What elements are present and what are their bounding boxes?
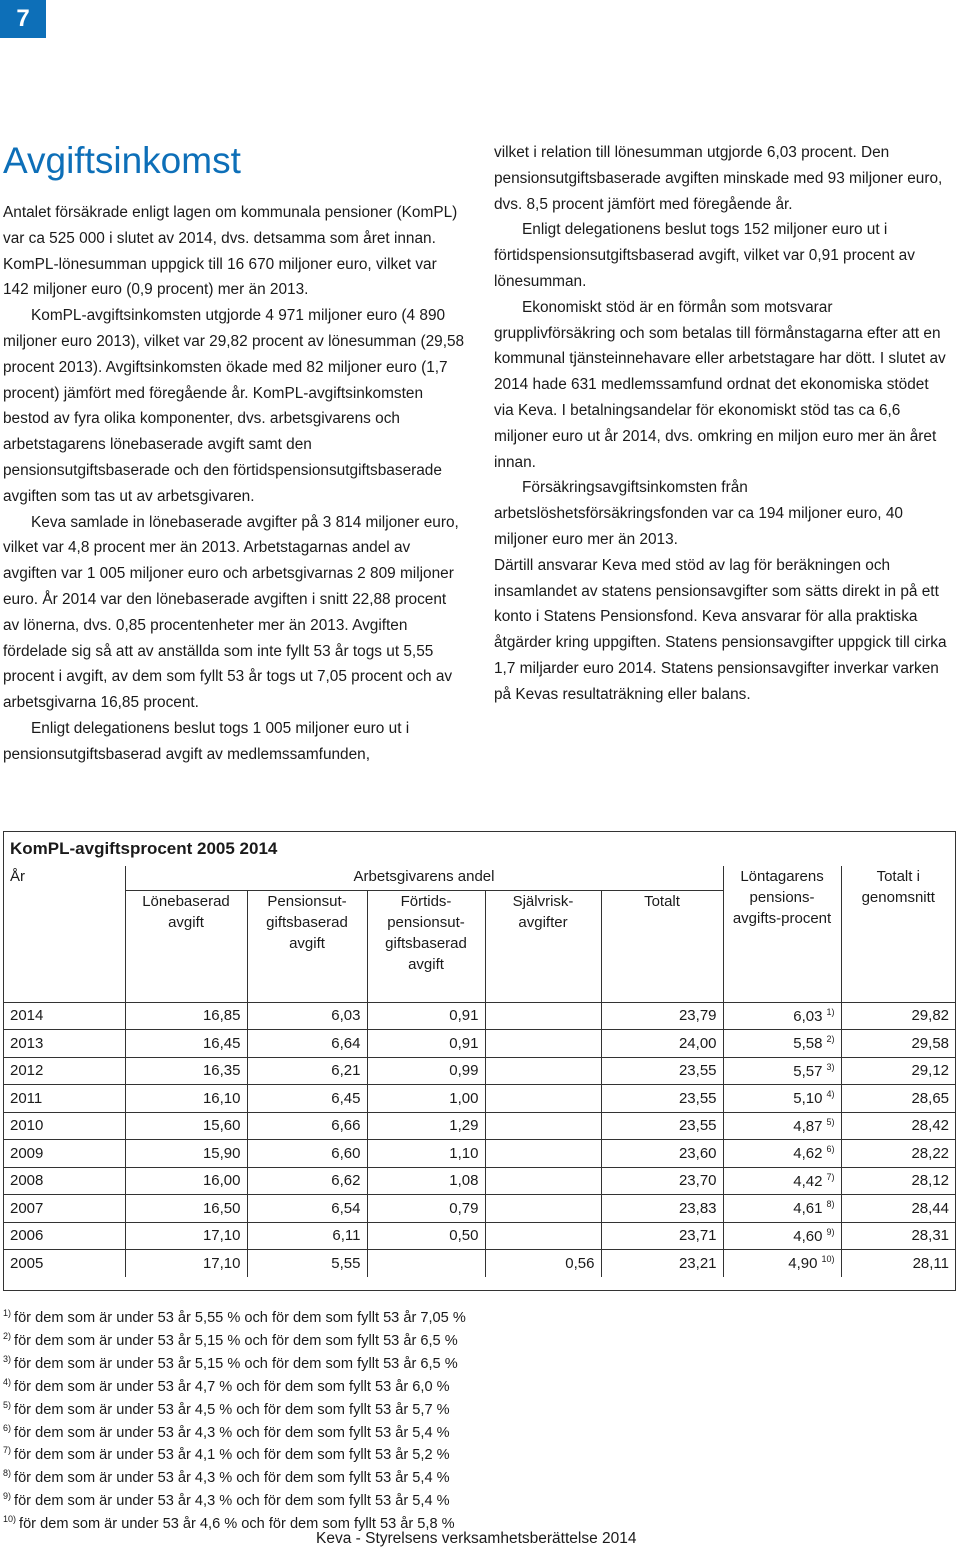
cell-self-risk	[485, 1085, 601, 1113]
footnote	[3, 1328, 703, 1351]
header-year: År	[4, 866, 125, 1002]
footnote-ref: 3)	[826, 1061, 835, 1072]
header-employer-share: Arbetsgivarens andel	[125, 866, 723, 890]
cell-pension-based: 6,45	[247, 1085, 367, 1113]
left-column	[3, 140, 465, 768]
cell-year: 2013	[4, 1030, 125, 1058]
cell-self-risk: 0,56	[485, 1250, 601, 1277]
footnote-mark: 10)	[3, 1514, 17, 1525]
cell-total-average: 28,44	[841, 1195, 955, 1223]
cell-employee-share: 4,90 $^{10)}$	[723, 1250, 841, 1277]
cell-employee-share: 4,60 $^{9)}$	[723, 1222, 841, 1250]
table-row	[4, 1002, 955, 1030]
footnote-text: för dem som är under 53 år 5,55 % och för dem som fyllt 53 år 7,05 %	[14, 1310, 466, 1326]
footnote-text: för dem som är under 53 år 4,7 % och för dem som fyllt 53 år 6,0 %	[14, 1378, 450, 1395]
cell-early-pension-based: 0,91	[367, 1002, 485, 1030]
page-footer: Keva - Styrelsens verksamhetsberättelse 2014	[316, 1530, 637, 1547]
cell-employee-share: 5,58 $^{2)}$	[723, 1030, 841, 1058]
cell-early-pension-based: 1,29	[367, 1112, 485, 1140]
cell-salary-based: 17,10	[125, 1250, 247, 1277]
cell-total-average: 28,12	[841, 1167, 955, 1195]
cell-salary-based: 15,90	[125, 1140, 247, 1168]
footnote-ref: 10)	[821, 1254, 835, 1265]
footnote-mark: 6)	[3, 1422, 12, 1433]
footnote	[3, 1488, 703, 1511]
cell-self-risk	[485, 1167, 601, 1195]
cell-salary-based: 17,10	[125, 1222, 247, 1250]
cell-salary-based: 15,60	[125, 1112, 247, 1140]
cell-total-average: 28,65	[841, 1085, 955, 1113]
cell-early-pension-based: 0,79	[367, 1195, 485, 1223]
header-employer-total: Totalt	[601, 890, 723, 1002]
table-row	[4, 1057, 955, 1085]
footnote-mark: 1)	[3, 1308, 12, 1318]
footnote-ref: 1)	[826, 1006, 835, 1017]
right-column	[494, 140, 949, 708]
cell-pension-based: 6,21	[247, 1057, 367, 1085]
cell-pension-based: 6,60	[247, 1140, 367, 1168]
header-self-risk: Självrisk-avgifter	[485, 890, 601, 1002]
paragraph: Ekonomiskt stöd är en förmån som motsvarar grupplivförsäkring och som betalas till förmånstagarna efter att en kommunal tjänsteinnehavare eller arbetstagare har dött. I slutet av 2014 hade 631 medlemssamfund ordnat det ekonomiska stödet via Keva. I betalningsandelar för ekonomiskt stöd tas ca 6,6 miljoner euro ut år 2014, dvs. omkring en miljon euro mer än året innan.	[494, 298, 946, 471]
cell-employer-total: 23,55	[601, 1085, 723, 1113]
footnote	[3, 1397, 703, 1420]
footnote-text: för dem som är under 53 år 4,3 % och för dem som fyllt 53 år 5,4 %	[14, 1493, 450, 1510]
header-employee-share: Löntagarens pensions-avgifts-procent	[723, 866, 841, 1002]
cell-year: 2008	[4, 1167, 125, 1195]
header-early-pension-based: Förtids-pensionsut-giftsbaserad avgift	[367, 890, 485, 1002]
page-number: 7	[16, 5, 30, 32]
cell-employer-total: 23,71	[601, 1222, 723, 1250]
cell-pension-based: 6,03	[247, 1002, 367, 1030]
cell-employer-total: 23,83	[601, 1195, 723, 1223]
cell-total-average: 28,22	[841, 1140, 955, 1168]
cell-early-pension-based: 0,99	[367, 1057, 485, 1085]
cell-salary-based: 16,50	[125, 1195, 247, 1223]
cell-self-risk	[485, 1002, 601, 1030]
footnote-text: för dem som är under 53 år 4,6 % och för dem som fyllt 53 år 5,8 %	[19, 1516, 455, 1533]
cell-self-risk	[485, 1112, 601, 1140]
cell-pension-based: 5,55	[247, 1250, 367, 1277]
table-row	[4, 1085, 955, 1113]
cell-pension-based: 6,64	[247, 1030, 367, 1058]
cell-year: 2009	[4, 1140, 125, 1168]
cell-total-average: 28,11	[841, 1250, 955, 1277]
cell-year: 2005	[4, 1250, 125, 1277]
footnote-mark: 3)	[3, 1353, 12, 1364]
cell-total-average: 29,12	[841, 1057, 955, 1085]
cell-salary-based: 16,85	[125, 1002, 247, 1030]
header-total-average: Totalt i genomsnitt	[841, 866, 955, 1002]
cell-salary-based: 16,35	[125, 1057, 247, 1085]
cell-salary-based: 16,45	[125, 1030, 247, 1058]
cell-employer-total: 23,70	[601, 1167, 723, 1195]
cell-pension-based: 6,54	[247, 1195, 367, 1223]
footnote-text: för dem som är under 53 år 4,1 % och för dem som fyllt 53 år 5,2 %	[14, 1447, 450, 1464]
cell-employee-share: 4,62 $^{6)}$	[723, 1140, 841, 1168]
cell-early-pension-based: 1,10	[367, 1140, 485, 1168]
cell-early-pension-based: 1,00	[367, 1085, 485, 1113]
paragraph: Antalet försäkrade enligt lagen om kommunala pensioner (KomPL) var ca 525 000 i slutet av 2014, dvs. detsamma som året innan. KomPL-lönesumman uppgick till 16 670 miljoner euro, vilket var 142 miljoner euro (0,9 procent) mer än 2013.	[3, 204, 458, 299]
footnote-mark: 8)	[3, 1468, 12, 1479]
table-row	[4, 1167, 955, 1195]
footnote-mark: 5)	[3, 1399, 12, 1410]
cell-year: 2012	[4, 1057, 125, 1085]
cell-employee-share: 4,42 $^{7)}$	[723, 1167, 841, 1195]
cell-self-risk	[485, 1195, 601, 1223]
footnote-ref: 6)	[826, 1144, 835, 1155]
cell-employee-share: 6,03 $^{1)}$	[723, 1002, 841, 1030]
cell-year: 2014	[4, 1002, 125, 1030]
footnote	[3, 1305, 703, 1328]
cell-self-risk	[485, 1140, 601, 1168]
paragraph: Keva samlade in lönebaserade avgifter på 3 814 miljoner euro, vilket var 4,8 procent mer än 2013. Arbetstagarnas andel av avgiften var 1 005 miljoner euro och arbetsgivarnas 2 809 miljoner euro. År 2014 var den lönebaserade avgiften i snitt 22,88 procent av lönerna, dvs. 0,85 procentenheter mer än 2013. Avgiften fördelade sig så att av anställda som inte fyllt 53 år togs ut 5,55 procent i avgift, av dem som fyllt 53 år togs ut 7,05 procent och av arbetsgivarna 16,85 procent.	[3, 513, 459, 712]
paragraph: Försäkringsavgiftsinkomsten från arbetslöshetsförsäkringsfonden var ca 194 miljoner euro, 40 miljoner euro mer än 2013.	[494, 479, 903, 548]
cell-salary-based: 16,00	[125, 1167, 247, 1195]
cell-total-average: 29,58	[841, 1030, 955, 1058]
cell-employee-share: 5,57 $^{3)}$	[723, 1057, 841, 1085]
cell-employer-total: 24,00	[601, 1030, 723, 1058]
cell-pension-based: 6,62	[247, 1167, 367, 1195]
cell-employer-total: 23,60	[601, 1140, 723, 1168]
footnote-mark: 2)	[3, 1330, 12, 1341]
cell-pension-based: 6,11	[247, 1222, 367, 1250]
fee-percentage-table	[3, 831, 956, 1291]
section-title: Avgiftsinkomst	[3, 140, 241, 181]
footnote-text: för dem som är under 53 år 4,5 % och för dem som fyllt 53 år 5,7 %	[14, 1401, 450, 1418]
footnote-text: för dem som är under 53 år 4,3 % och för dem som fyllt 53 år 5,4 %	[14, 1470, 450, 1487]
paragraph: vilket i relation till lönesumman utgjorde 6,03 procent. Den pensionsutgiftsbaserade avgiften minskade med 93 miljoner euro, dvs. 8,5 procent jämfört med föregående år.	[494, 144, 943, 213]
cell-employer-total: 23,79	[601, 1002, 723, 1030]
footnote	[3, 1465, 703, 1488]
cell-employer-total: 23,21	[601, 1250, 723, 1277]
cell-self-risk	[485, 1030, 601, 1058]
cell-pension-based: 6,66	[247, 1112, 367, 1140]
footnote-mark: 4)	[3, 1376, 12, 1387]
table-row	[4, 1030, 955, 1058]
page-number-badge	[0, 0, 46, 38]
cell-early-pension-based: 0,50	[367, 1222, 485, 1250]
table-title: KomPL-avgiftsprocent 2005 2014	[10, 839, 278, 858]
cell-year: 2010	[4, 1112, 125, 1140]
paragraph: KomPL-avgiftsinkomsten utgjorde 4 971 miljoner euro (4 890 miljoner euro 2013), vilket var 29,82 procent av lönesumman (29,58 procent 2013). Avgiftsinkomsten ökade med 82 miljoner euro (1,7 procent) jämfört med föregående år. KomPL-avgiftsinkomsten bestod av fyra olika komponenter, dvs. arbetsgivarens och arbetstagarens lönebaserade avgift samt den pensionsutgiftsbaserade och den förtidspensionsutgiftsbaserade avgiften som tas ut av arbetsgivaren.	[3, 307, 465, 505]
footnote-text: för dem som är under 53 år 5,15 % och för dem som fyllt 53 år 6,5 %	[14, 1332, 458, 1349]
footnote-ref: 7)	[826, 1171, 835, 1182]
paragraph: Enligt delegationens beslut togs 152 miljoner euro ut i förtidspensionsutgiftsbaserad avgift, vilket var 0,91 procent av lönesumman.	[494, 221, 915, 290]
paragraph: Enligt delegationens beslut togs 1 005 miljoner euro ut i pensionsutgiftsbaserad avgift av medlemssamfunden,	[3, 719, 410, 763]
cell-total-average: 29,82	[841, 1002, 955, 1030]
header-pension-based: Pensionsut-giftsbaserad avgift	[247, 890, 367, 1002]
cell-employee-share: 4,61 $^{8)}$	[723, 1195, 841, 1223]
footnote-ref: 9)	[826, 1226, 835, 1237]
cell-employer-total: 23,55	[601, 1057, 723, 1085]
footnote	[3, 1351, 703, 1374]
header-salary-based: Lönebaserad avgift	[125, 890, 247, 1002]
cell-employee-share: 5,10 $^{4)}$	[723, 1085, 841, 1113]
footnote-ref: 8)	[826, 1199, 835, 1210]
cell-early-pension-based: 1,08	[367, 1167, 485, 1195]
table-row	[4, 1195, 955, 1223]
footnote	[3, 1442, 703, 1465]
footnote-ref: 5)	[826, 1116, 835, 1127]
cell-early-pension-based: 0,91	[367, 1030, 485, 1058]
footnote-ref: 4)	[826, 1089, 835, 1100]
footnote	[3, 1374, 703, 1397]
table-row	[4, 1250, 955, 1277]
footnote-text: för dem som är under 53 år 4,3 % och för dem som fyllt 53 år 5,4 %	[14, 1424, 450, 1441]
cell-year: 2006	[4, 1222, 125, 1250]
cell-salary-based: 16,10	[125, 1085, 247, 1113]
cell-employer-total: 23,55	[601, 1112, 723, 1140]
cell-year: 2011	[4, 1085, 125, 1113]
cell-total-average: 28,42	[841, 1112, 955, 1140]
cell-employee-share: 4,87 $^{5)}$	[723, 1112, 841, 1140]
footnote	[3, 1420, 703, 1443]
cell-year: 2007	[4, 1195, 125, 1223]
footnote-mark: 7)	[3, 1445, 12, 1456]
footnote-mark: 9)	[3, 1491, 12, 1502]
paragraph: Därtill ansvarar Keva med stöd av lag för beräkningen och insamlandet av statens pensionsavgifter som sätts direkt in på ett konto i Statens Pensionsfond. Keva ansvarar för alla praktiska åtgärder kring uppgiften. Statens pensionsavgifter uppgick till cirka 1,7 miljarder euro 2014. Statens pensionsavgifter inverkar varken på Kevas resultaträkning eller balans.	[494, 556, 947, 703]
cell-total-average: 28,31	[841, 1222, 955, 1250]
footnote-ref: 2)	[826, 1034, 835, 1045]
cell-self-risk	[485, 1222, 601, 1250]
table-row	[4, 1222, 955, 1250]
table-row	[4, 1112, 955, 1140]
data-table	[4, 866, 955, 1277]
footnote-text: för dem som är under 53 år 5,15 % och för dem som fyllt 53 år 6,5 %	[14, 1355, 458, 1372]
cell-self-risk	[485, 1057, 601, 1085]
footnotes	[3, 1305, 703, 1534]
cell-early-pension-based	[367, 1250, 485, 1277]
table-row	[4, 1140, 955, 1168]
